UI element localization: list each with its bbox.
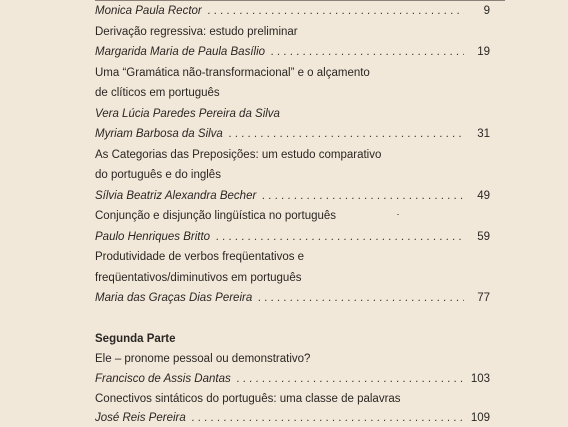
author-name: Vera Lúcia Paredes Pereira da Silva	[95, 108, 280, 120]
author-name: Maria das Graças Dias Pereira	[95, 292, 253, 304]
paper-speck	[397, 214, 399, 215]
page-number: 103	[470, 373, 490, 385]
toc-entry-author	[95, 289, 490, 307]
toc-entry-author	[95, 125, 490, 143]
page-number: 19	[477, 46, 490, 58]
toc-entry-author	[95, 43, 490, 61]
toc-entry-title: Conjunção e disjunção lingüística no português	[95, 210, 337, 222]
author-name: Margarida Maria de Paula Basílio	[95, 46, 266, 58]
leader-dots	[237, 370, 464, 388]
toc-entry-author	[95, 370, 490, 388]
page-number: 31	[477, 128, 490, 140]
toc-entry-title: freqüentativos/diminutivos em português	[95, 272, 302, 284]
author-name: José Reis Pereira	[95, 412, 186, 424]
leader-dots	[258, 289, 464, 307]
toc-entry-title: do português e do inglês	[95, 169, 221, 181]
toc-entry-author	[95, 187, 490, 205]
author-name: Myriam Barbosa da Silva	[95, 128, 223, 140]
toc-entry-title: Uma “Gramática não-transformacional” e o alçamento	[95, 67, 370, 79]
toc-entry-title: Ele – pronome pessoal ou demonstrativo?	[95, 353, 311, 365]
author-name: Monica Paula Rector	[95, 5, 202, 17]
author-name: Sílvia Beatriz Alexandra Becher	[95, 190, 257, 202]
page-number: 59	[477, 231, 490, 243]
toc-entry-title: de clíticos em português	[95, 87, 220, 99]
top-rule	[95, 0, 505, 1]
page-number: 49	[477, 190, 490, 202]
page-number: 109	[470, 412, 490, 424]
leader-dots	[229, 125, 464, 143]
section-heading: Segunda Parte	[95, 333, 176, 345]
toc-entry-author	[95, 105, 490, 123]
page-number: 9	[483, 5, 490, 17]
leader-dots	[216, 228, 464, 246]
toc-entry-title: Derivação regressiva: estudo preliminar	[95, 26, 298, 38]
toc-entry-author	[95, 228, 490, 246]
page-number: 77	[477, 292, 490, 304]
toc-entry-title: Conectivos sintáticos do português: uma classe de palavras	[95, 393, 401, 405]
leader-dots	[192, 409, 464, 427]
leader-dots	[271, 43, 464, 61]
author-name: Paulo Henriques Britto	[95, 231, 211, 243]
leader-dots	[208, 2, 464, 20]
toc-entry-title: As Categorias das Preposições: um estudo comparativo	[95, 149, 382, 161]
author-name: Francisco de Assis Dantas	[95, 373, 231, 385]
toc-entry-author	[95, 409, 490, 427]
toc-entry-title: Produtividade de verbos freqüentativos e	[95, 251, 305, 263]
leader-dots	[262, 187, 464, 205]
toc-entry-author	[95, 2, 490, 20]
